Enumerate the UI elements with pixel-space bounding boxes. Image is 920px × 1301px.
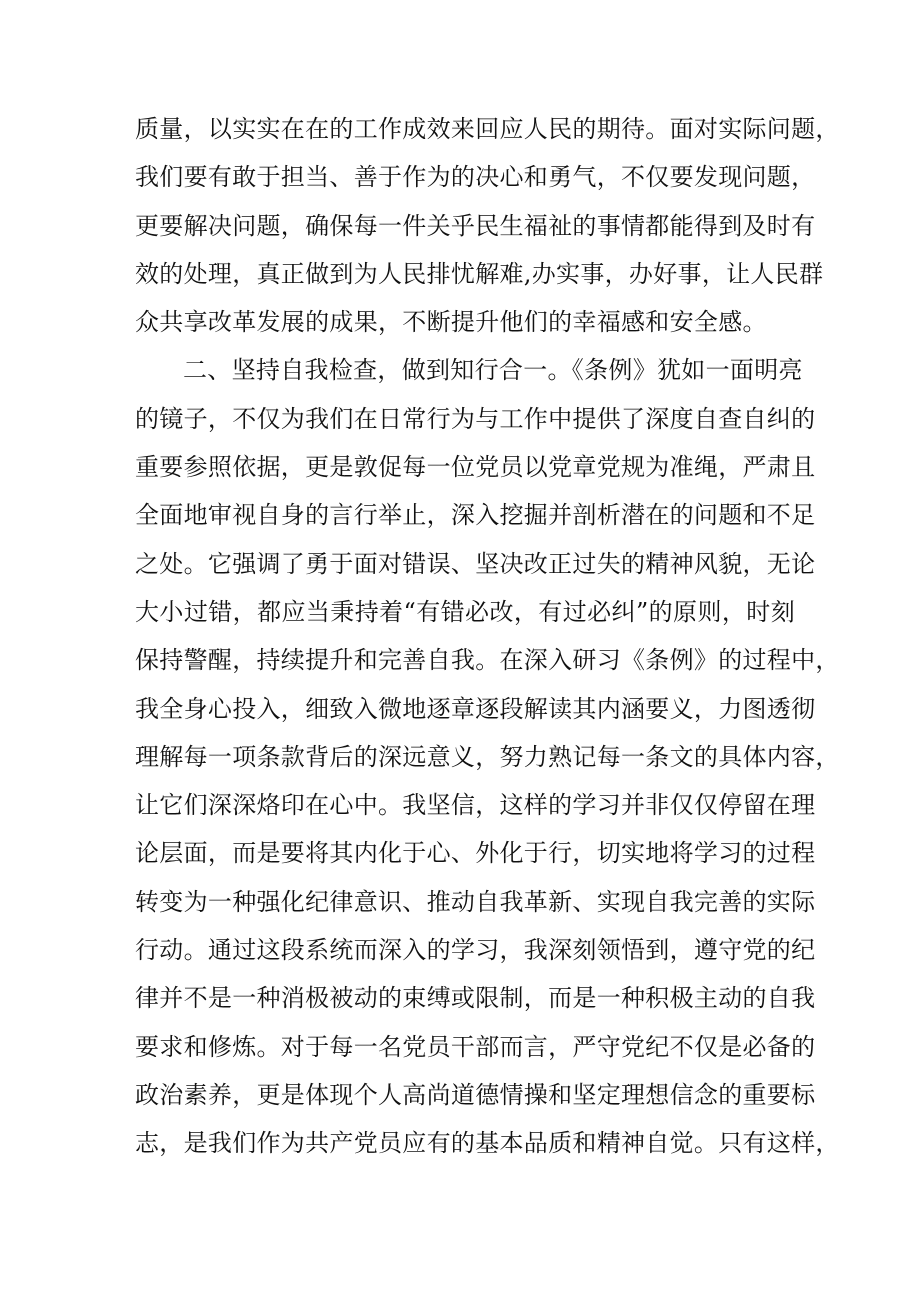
text-line: 我全身心投入，细致入微地逐章逐段解读其内涵要义，力图透彻 [135,694,816,723]
text-line: 理解每一项条款背后的深远意义，努力熟记每一条文的具体内容， [135,742,840,771]
text-line: 效的处理，真正做到为人民排忧解难,办实事，办好事，让人民群 [135,259,824,288]
text-line: 行动。通过这段系统而深入的学习，我深刻领悟到，遵守党的纪 [135,936,816,965]
text-line: 志，是我们作为共产党员应有的基本品质和精神自觉。只有这样， [135,1129,840,1158]
text-line: 政治素养，更是体现个人高尚道德情操和坚定理想信念的重要标 [135,1080,816,1109]
text-line: 律并不是一种消极被动的束缚或限制，而是一种积极主动的自我 [135,984,816,1013]
text-line: 的镜子，不仅为我们在日常行为与工作中提供了深度自查自纠的 [135,404,816,433]
text-line-paragraph-start: 二、坚持自我检查，做到知行合一。《条例》犹如一面明亮 [183,356,803,385]
text-line: 论层面，而是要将其内化于心、外化于行，切实地将学习的过程 [135,839,816,868]
text-line: 之处。它强调了勇于面对错误、坚决改正过失的精神风貌，无论 [135,549,816,578]
text-line: 重要参照依据，更是敦促每一位党员以党章党规为准绳，严肃且 [135,453,816,482]
text-line: 让它们深深烙印在心中。我坚信，这样的学习并非仅仅停留在理 [135,791,816,820]
text-line: 要求和修炼。对于每一名党员干部而言，严守党纪不仅是必备的 [135,1032,816,1061]
text-line-paragraph-end: 众共享改革发展的成果，不断提升他们的幸福感和安全感。 [135,308,767,337]
text-line: 更要解决问题，确保每一件关乎民生福祉的事情都能得到及时有 [135,211,816,240]
document-body-text [135,105,840,1168]
text-line: 我们要有敢于担当、善于作为的决心和勇气，不仅要发现问题， [135,163,816,192]
text-line: 转变为一种强化纪律意识、推动自我革新、实现自我完善的实际 [135,887,816,916]
text-line: 质量，以实实在在的工作成效来回应人民的期待。面对实际问题， [135,115,840,143]
text-line: 大小过错，都应当秉持着“有错必改，有过必纠”的原则，时刻 [135,597,795,626]
text-line: 保持警醒，持续提升和完善自我。在深入研习《条例》的过程中， [135,646,840,675]
text-line: 全面地审视自身的言行举止，深入挖掘并剖析潜在的问题和不足 [135,501,816,530]
